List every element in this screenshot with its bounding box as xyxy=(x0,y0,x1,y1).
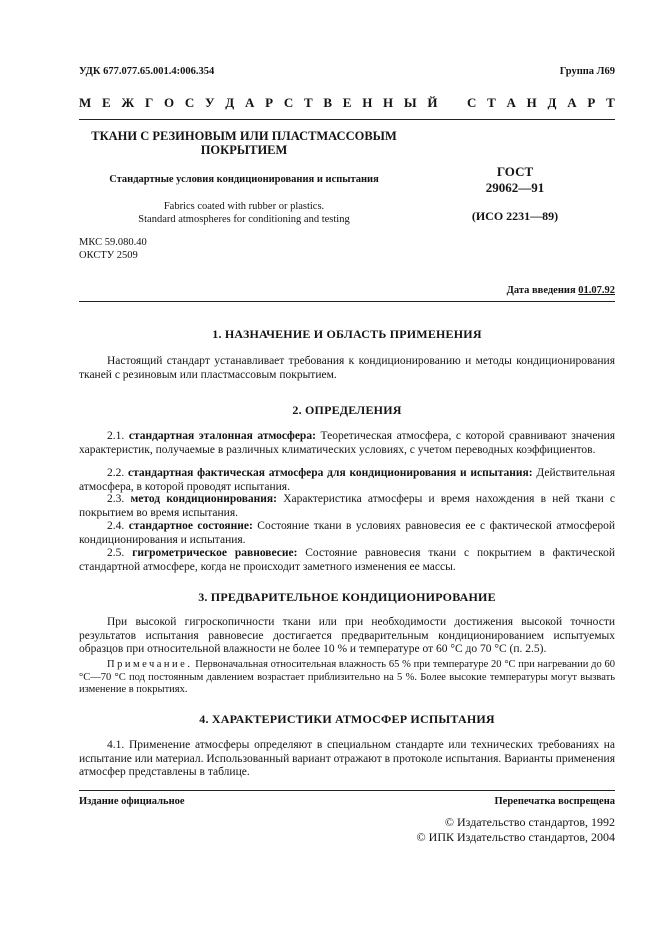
english-title-line-1: Fabrics coated with rubber or plastics. xyxy=(163,201,325,212)
banner-letter: С xyxy=(283,95,294,110)
banner-letter: А xyxy=(506,95,516,110)
banner-letter: Г xyxy=(145,95,154,110)
gost-designation xyxy=(440,164,590,196)
banner-letter: Д xyxy=(225,95,235,110)
definition-2-2 xyxy=(79,467,615,494)
banner-letter: А xyxy=(567,95,577,110)
document-title xyxy=(79,129,409,157)
copyright-block xyxy=(417,815,615,845)
okstu-code: ОКСТУ 2509 xyxy=(79,249,138,261)
gost-label: ГОСТ xyxy=(496,164,534,179)
banner-letter: М xyxy=(79,95,92,110)
english-title xyxy=(79,201,409,226)
introduction-date-label: Дата введения xyxy=(506,285,576,296)
definition-number: 2.5. xyxy=(107,547,125,559)
mks-code: МКС 59.080.40 xyxy=(79,237,147,248)
section-3-text: При высокой гигроскопичности ткани или при необходимости достижения высокой точности результатов испытания равновесие достигается предварительным кондиционированием испытуемых образцов при относительной влажности не более 10 % и температуре от 60 °С до 70 °С (п. 2.5). xyxy=(79,616,615,656)
official-edition: Издание официальное xyxy=(79,796,185,807)
banner-letter: Н xyxy=(526,95,537,110)
banner-letter: Р xyxy=(265,95,274,110)
banner-letter: О xyxy=(164,95,175,110)
banner-letter: Й xyxy=(427,95,438,110)
reprint-notice: Перепечатка воспрещена xyxy=(494,796,615,807)
section-2-heading: 2. ОПРЕДЕЛЕНИЯ xyxy=(292,403,402,417)
definition-2-5 xyxy=(79,547,615,574)
banner-letter: Д xyxy=(547,95,557,110)
definition-text: Состояние ткани в условиях равновесия ее с фактической атмосферой кондиционирования и испытания. xyxy=(79,520,616,546)
iso-equivalent: (ИСО 2231—89) xyxy=(471,209,559,223)
banner-letter: Т xyxy=(606,95,615,110)
banner-letter: У xyxy=(205,95,215,110)
definition-term: гигрометрическое равновесие: xyxy=(132,547,298,559)
definition-text: Состояние равновесия ткани с покрытием в фактической стандартной атмосфере, когда не происходит заметного изменения ее массы. xyxy=(79,547,615,573)
title-line-2: ПОКРЫТИЕМ xyxy=(200,143,288,157)
banner-letter: Е xyxy=(342,95,352,110)
section-4-text xyxy=(79,739,615,780)
definition-text: Теоретическая атмосфера, с которой сравнивают значения характеристик, получаемые в различных климатических условиях, с учетом переводных коэффициентов. xyxy=(79,430,616,456)
group-code: Группа Л69 xyxy=(559,66,615,77)
classification-codes xyxy=(79,237,147,262)
definition-2-3 xyxy=(79,493,615,520)
clause-number: 4.1. xyxy=(107,739,125,751)
banner-letter: Т xyxy=(487,95,496,110)
section-1-heading: 1. НАЗНАЧЕНИЕ И ОБЛАСТЬ ПРИМЕНЕНИЯ xyxy=(212,327,482,341)
definition-2-1 xyxy=(79,430,615,457)
definition-text: Действительная атмосфера, в которой проводят испытания. xyxy=(79,467,615,493)
definition-term: стандартная эталонная атмосфера: xyxy=(128,430,316,442)
note-text: Первоначальная относительная влажность 65 % при температуре 20 °С при нагревании до 60 °С—70 °С под постоянным давлением возрастает приблизительно на 5 %. Более высокие температуры могут вызвать изменение в покрытиях. xyxy=(79,659,615,696)
banner-letter: Н xyxy=(383,95,394,110)
udc-code: УДК 677.077.65.001.4:006.354 xyxy=(79,66,215,77)
document-subtitle: Стандартные условия кондиционирования и испытания xyxy=(109,174,379,185)
banner-letter: С xyxy=(467,95,477,110)
gost-number: 29062—91 xyxy=(485,180,545,195)
clause-text: Применение атмосферы определяют в специальном стандарте или технических требованиях на испытание или материал. Использованный вариант отражают в протоколе испытания. Варианты применения атмосфер представлены в таблице. xyxy=(79,739,616,779)
title-divider xyxy=(79,301,615,302)
copyright-1992: © Издательство стандартов, 1992 xyxy=(444,815,615,829)
definition-term: стандартная фактическая атмосфера для кондиционирования и испытания: xyxy=(128,467,533,479)
banner-letter: Ж xyxy=(121,95,135,110)
definition-number: 2.4. xyxy=(107,520,125,532)
footer-divider xyxy=(79,790,615,791)
definition-number: 2.1. xyxy=(107,430,125,442)
section-3-heading: 3. ПРЕДВАРИТЕЛЬНОЕ КОНДИЦИОНИРОВАНИЕ xyxy=(198,590,496,604)
banner-letter: Т xyxy=(303,95,313,110)
definition-number: 2.3. xyxy=(107,493,125,505)
english-title-line-2: Standard atmospheres for conditioning and testing xyxy=(138,213,350,225)
definition-term: стандартное состояние: xyxy=(128,520,253,532)
section-1-text: Настоящий стандарт устанавливает требования к кондиционированию и методы кондиционирования тканей с резиновым или пластмассовым покрытием. xyxy=(79,355,615,381)
banner-letter xyxy=(448,95,456,111)
section-4-heading: 4. ХАРАКТЕРИСТИКИ АТМОСФЕР ИСПЫТАНИЯ xyxy=(199,712,495,726)
definition-2-4 xyxy=(79,520,615,547)
banner-letter: Ы xyxy=(403,95,417,110)
banner-letter: С xyxy=(184,95,195,110)
banner-letter: Н xyxy=(362,95,373,110)
banner-letter: А xyxy=(244,95,255,110)
banner-letter: В xyxy=(323,95,333,110)
introduction-date-value: 01.07.92 xyxy=(578,285,615,296)
section-3-note xyxy=(79,659,615,697)
definition-text: Характеристика атмосферы и время нахождения в ней ткани с покрытием во время испытания. xyxy=(79,493,616,519)
header-divider xyxy=(79,119,615,120)
definition-term: метод кондиционирования: xyxy=(130,493,277,505)
definition-number: 2.2. xyxy=(107,467,125,479)
introduction-date xyxy=(507,285,615,296)
copyright-2004: © ИПК Издательство стандартов, 2004 xyxy=(416,830,615,844)
note-label: Примечание. xyxy=(107,659,193,670)
banner-letter: Р xyxy=(587,95,596,110)
banner-letter: Е xyxy=(102,95,111,110)
title-line-1: ТКАНИ С РЕЗИНОВЫМ ИЛИ ПЛАСТМАССОВЫМ xyxy=(91,129,397,143)
interstate-standard-banner xyxy=(79,95,615,111)
